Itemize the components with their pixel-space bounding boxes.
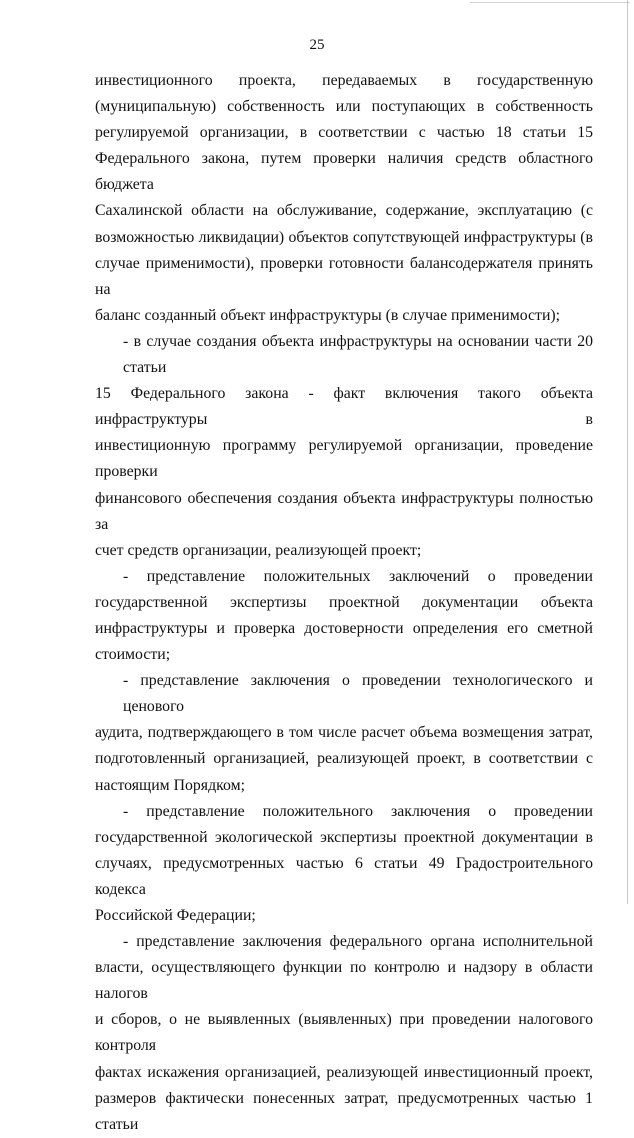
text-line: - представление заключения о проведении технологического и ценового — [123, 672, 593, 716]
text-line: - представление заключения федерального органа исполнительной — [123, 933, 593, 951]
text-line: власти, осуществляющего функции по контролю и надзору в области налогов — [95, 959, 593, 1003]
text-line: - представление положительных заключений о проведении — [123, 567, 593, 585]
list-item-paragraph — [95, 329, 593, 564]
body-text — [95, 68, 593, 1138]
text-line: аудита, подтверждающего в том числе расчет объема возмещения затрат, — [95, 724, 593, 742]
page-number: 25 — [309, 37, 325, 53]
text-line: инвестиционного проекта, передаваемых в государственную — [95, 72, 593, 89]
list-item-paragraph — [95, 564, 593, 668]
text-line: фактах искажения организацией, реализующей инвестиционный проект, — [95, 1063, 593, 1081]
text-line: Федерального закона, путем проверки наличия средств областного бюджета — [95, 150, 593, 194]
scan-edge-right — [627, 0, 628, 904]
text-line: счет средств организации, реализующей проект; — [95, 541, 422, 559]
list-item-paragraph — [95, 668, 593, 798]
text-line: возможностью ликвидации) объектов сопутствующей инфраструктуры (в — [95, 228, 593, 246]
list-item-paragraph — [95, 929, 593, 1138]
text-line: подготовленный организацией, реализующей проект, в соответствии с — [95, 750, 593, 768]
text-line: инвестиционную программу регулируемой организации, проведение проверки — [95, 437, 593, 481]
text-line: Сахалинской области на обслуживание, содержание, эксплуатацию (с — [95, 202, 593, 220]
text-line: случаях, предусмотренных частью 6 статьи 49 Градостроительного кодекса — [95, 854, 593, 898]
text-line: регулируемой организации, в соответствии с частью 18 статьи 15 — [95, 124, 593, 142]
text-line: - в случае создания объекта инфраструктуры на основании части 20 статьи — [123, 332, 593, 377]
text-line: стоимости; — [95, 646, 171, 664]
text-line: инфраструктуры и проверка достоверности определения его сметной — [95, 619, 593, 637]
text-line: настоящим Порядком; — [95, 776, 245, 794]
text-line: баланс созданный объект инфраструктуры (в случае применимости); — [95, 306, 561, 324]
text-line: государственной экспертизы проектной документации объекта — [95, 593, 593, 611]
scan-edge-top — [470, 2, 630, 3]
list-item-paragraph — [95, 799, 593, 929]
text-line: 15 Федерального закона - факт включения такого объекта инфраструктуры в — [95, 385, 593, 429]
text-line: и сборов, о не выявленных (выявленных) при проведении налогового контроля — [95, 1011, 593, 1055]
text-line: финансового обеспечения создания объекта инфраструктуры полностью за — [95, 489, 593, 533]
paragraph-continuation — [95, 68, 593, 329]
text-line: (муниципальную) собственность или поступающих в собственность — [95, 98, 593, 116]
text-line: случае применимости), проверки готовности балансодержателя принять на — [95, 254, 593, 298]
text-line: размеров фактически понесенных затрат, предусмотренных частью 1 статьи — [95, 1089, 593, 1133]
text-line: государственной экологической экспертизы проектной документации в — [95, 828, 593, 846]
text-line: - представление положительного заключения о проведении — [123, 802, 593, 820]
text-line: Российской Федерации; — [95, 907, 256, 924]
